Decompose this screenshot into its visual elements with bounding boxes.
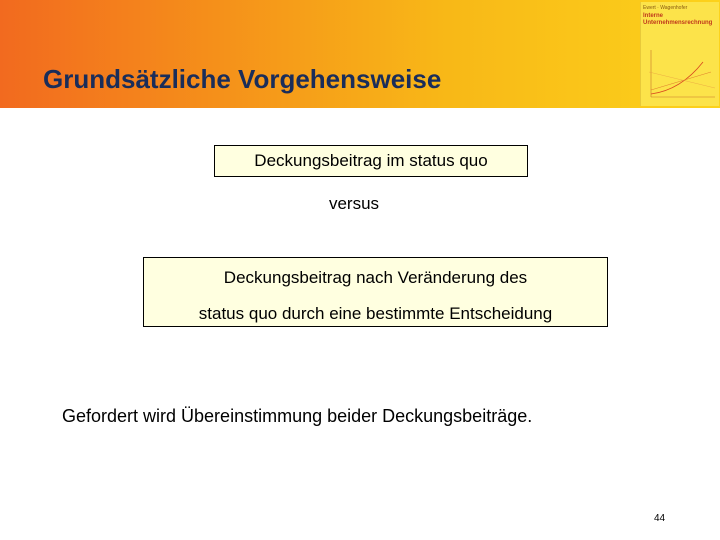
slide-title: Grundsätzliche Vorgehensweise: [43, 64, 442, 94]
book-cover-graph-icon: [641, 42, 719, 104]
contribution-status-quo-box: [214, 145, 528, 177]
contribution-status-quo-text: Deckungsbeitrag im status quo: [254, 151, 488, 170]
book-cover-image: [640, 2, 719, 106]
contribution-after-change-line2: status quo durch eine bestimmte Entscheidung: [198, 304, 553, 323]
book-author: Ewert · Wagenhofer: [643, 5, 688, 11]
header-banner: [0, 0, 720, 108]
contribution-after-change-line1: Deckungsbeitrag nach Veränderung des: [223, 268, 528, 287]
contribution-after-change-box: [143, 257, 608, 327]
book-title-line1: Interne: [643, 13, 664, 19]
versus-label: versus: [328, 194, 380, 213]
page-number: 44: [654, 513, 666, 524]
conclusion-statement: Gefordert wird Übereinstimmung beider Deckungsbeiträge.: [62, 406, 533, 426]
book-title: [643, 13, 712, 27]
book-title-line2: Unternehmensrechnung: [643, 20, 713, 26]
